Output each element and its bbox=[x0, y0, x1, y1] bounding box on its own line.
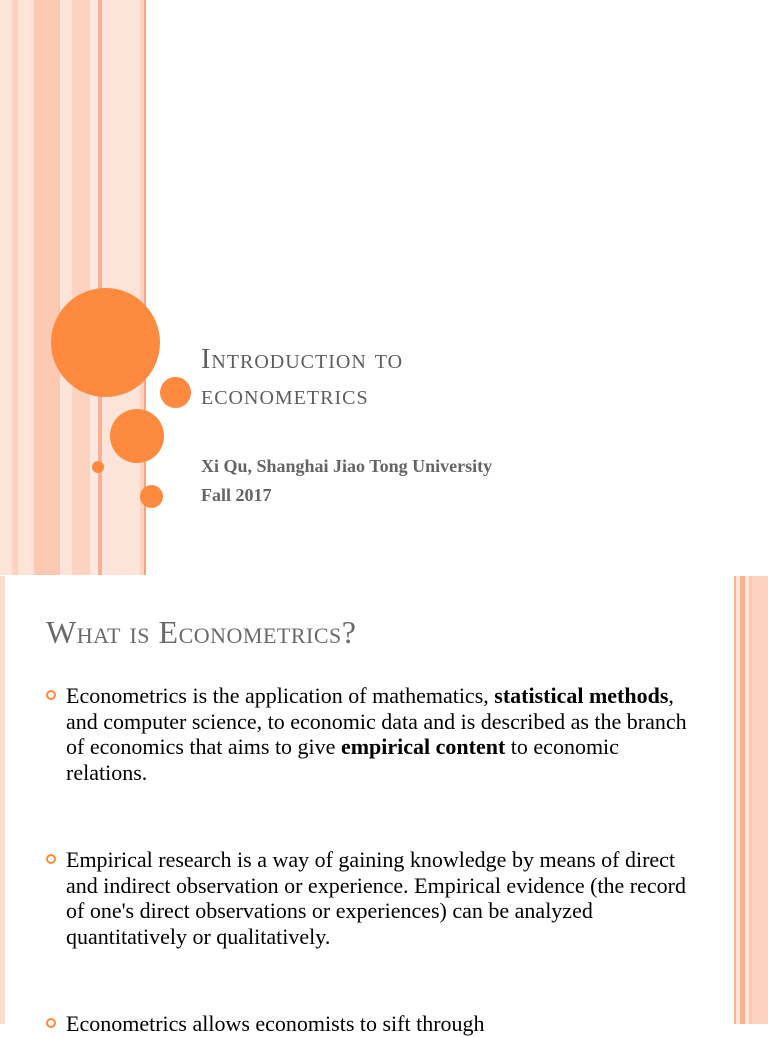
bullet-item bbox=[46, 683, 696, 785]
decorative-circle-medium bbox=[110, 409, 164, 463]
bullet-segment: to economic relations. bbox=[66, 734, 619, 785]
bullet-text bbox=[66, 683, 696, 785]
slide-title-line2: econometrics bbox=[201, 380, 369, 411]
bullet-segment: Empirical research is a way of gaining knowledge by means of direct and indirect observation or experience. Empirical evidence (the record of one's direct observations or experiences) can be analyzed quantitatively or qualitatively. bbox=[66, 847, 686, 949]
decorative-stripe bbox=[60, 0, 72, 575]
slide-heading: What is Econometrics? bbox=[46, 614, 357, 650]
decorative-circle-tiny bbox=[92, 461, 104, 473]
decorative-stripe bbox=[0, 0, 12, 575]
decorative-stripe bbox=[0, 576, 5, 1024]
decorative-circle-large bbox=[51, 288, 160, 397]
bullet-circle-icon bbox=[46, 1018, 56, 1028]
slide-title-line1: Introduction to bbox=[201, 344, 404, 375]
decorative-stripe bbox=[90, 0, 98, 575]
decorative-stripe bbox=[72, 0, 90, 575]
decorative-circle-small bbox=[140, 485, 163, 508]
bullet-segment: Econometrics allows economists to sift through bbox=[66, 1011, 485, 1036]
bullet-emphasis: empirical content bbox=[340, 734, 506, 759]
author-affiliation: Xi Qu, Shanghai Jiao Tong University bbox=[201, 456, 493, 476]
slide-title bbox=[201, 342, 661, 414]
bullet-text bbox=[66, 847, 696, 949]
bullet-segment: , and computer science, to economic data and is described as the branch of economics that aims to give bbox=[66, 683, 687, 759]
bullet-emphasis: statistical methods bbox=[494, 683, 669, 708]
decorative-circle-small bbox=[160, 377, 191, 408]
bullet-circle-icon bbox=[46, 854, 56, 864]
decorative-stripe bbox=[752, 576, 768, 1024]
bullet-item bbox=[46, 847, 696, 949]
bullet-circle-icon bbox=[46, 690, 56, 700]
decorative-stripe bbox=[18, 0, 34, 575]
term-date: Fall 2017 bbox=[201, 485, 272, 505]
decorative-stripe bbox=[34, 0, 60, 575]
bullet-segment: Econometrics is the application of mathematics, bbox=[66, 683, 495, 708]
